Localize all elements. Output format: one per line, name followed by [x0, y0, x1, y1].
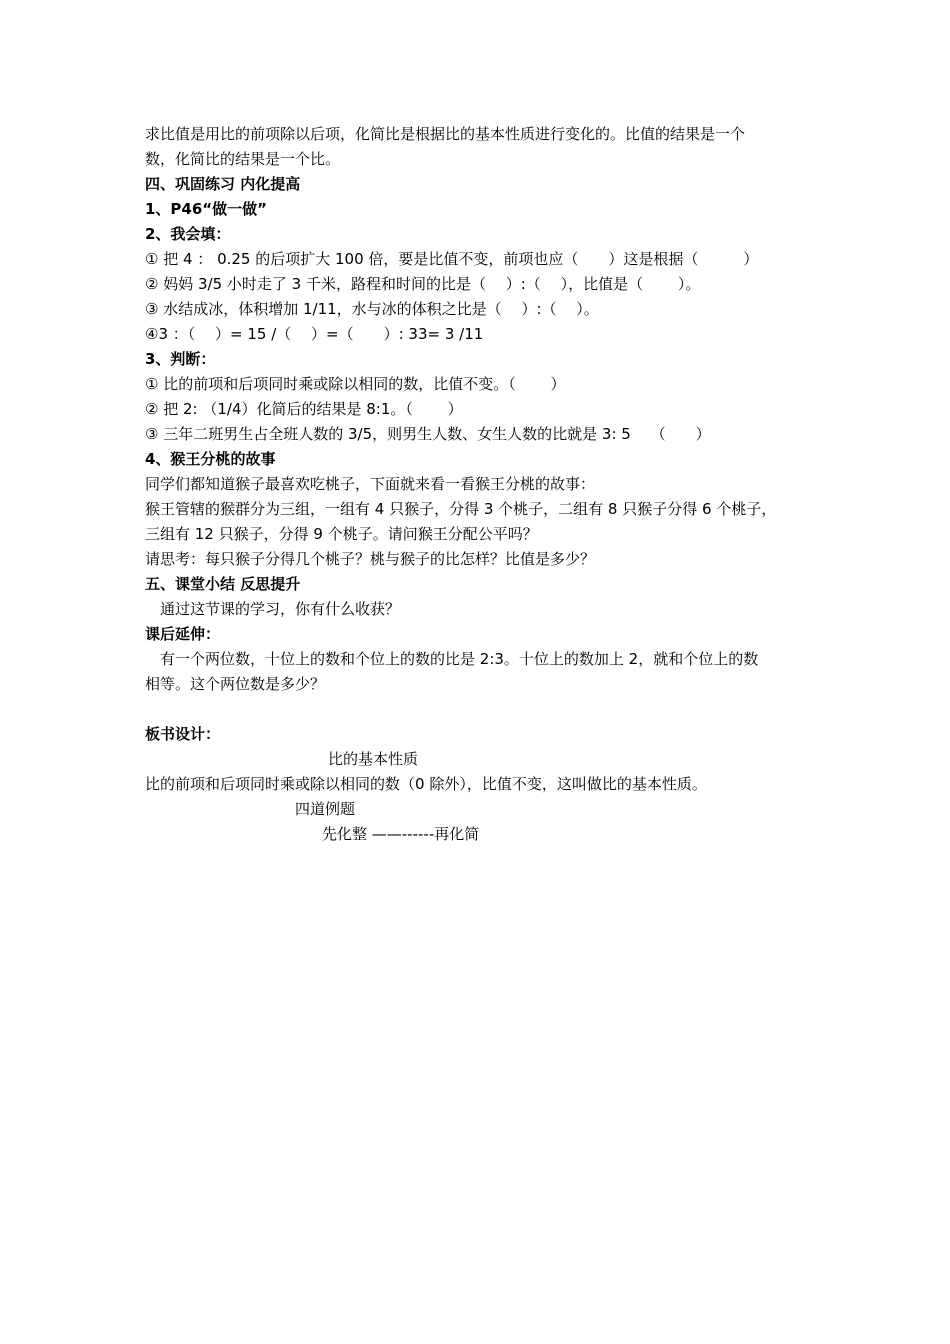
board-title: 比的基本性质 — [328, 750, 419, 768]
text-line: ③ 水结成冰，体积增加 1/11，水与冰的体积之比是（ ）:（ ）。 — [145, 300, 599, 318]
board-examples: 四道例题 — [295, 800, 356, 818]
text-line: 猴王管辖的猴群分为三组，一组有 4 只猴子，分得 3 个桃子，二组有 8 只猴子分得 6 个桃子， — [145, 500, 777, 518]
text-line: ③ 三年二班男生占全班人数的 3/5，则男生人数、女生人数的比就是 3: 5 （ ） — [145, 425, 711, 443]
text-line: 同学们都知道猴子最喜欢吃桃子，下面就来看一看猴王分桃的故事： — [145, 475, 596, 493]
text-line: ① 比的前项和后项同时乘或除以相同的数，比值不变。（ ） — [145, 375, 566, 393]
section-heading: 2、我会填： — [145, 225, 231, 243]
text-line: ④3 ：（ ）= 15 /（ ）=（ ）: 33= 3 /11 — [145, 325, 484, 343]
board-method: 先化整 ——------再化简 — [322, 825, 480, 843]
section-heading: 四、巩固练习 内化提高 — [145, 175, 301, 193]
text-line: 有一个两位数，十位上的数和个位上的数的比是 2:3。十位上的数加上 2，就和个位上的数 — [160, 650, 759, 668]
text-line: 数，化简比的结果是一个比。 — [145, 150, 341, 168]
document-body — [145, 122, 815, 847]
section-heading: 1、P46“做一做” — [145, 200, 268, 218]
section-heading: 五、课堂小结 反思提升 — [145, 575, 301, 593]
text-line: ① 把 4 ： 0.25 的后项扩大 100 倍，要是比值不变，前项也应（ ）这是根据（ ） — [145, 250, 759, 268]
text-line: ② 把 2: （1/4）化简后的结果是 8:1。（ ） — [145, 400, 463, 418]
board-heading: 板书设计： — [145, 725, 221, 743]
lesson-lines — [145, 122, 815, 697]
text-line: 求比值是用比的前项除以后项，化简比是根据比的基本性质进行变化的。比值的结果是一个 — [145, 125, 746, 143]
spacer — [145, 697, 815, 722]
text-line: 三组有 12 只猴子，分得 9 个桃子。请问猴王分配公平吗？ — [145, 525, 538, 543]
board-rule: 比的前项和后项同时乘或除以相同的数（0 除外），比值不变，这叫做比的基本性质。 — [145, 775, 707, 793]
text-line: 通过这节课的学习，你有什么收获？ — [160, 600, 401, 618]
text-line: ② 妈妈 3/5 小时走了 3 千米，路程和时间的比是（ ）:（ ），比值是（ ）。 — [145, 275, 701, 293]
text-line: 请思考：每只猴子分得几个桃子？桃与猴子的比怎样？比值是多少？ — [145, 550, 596, 568]
section-heading: 4、猴王分桃的故事 — [145, 450, 276, 468]
section-heading: 3、判断： — [145, 350, 216, 368]
text-line: 相等。这个两位数是多少？ — [145, 675, 326, 693]
section-heading: 课后延伸： — [145, 625, 221, 643]
